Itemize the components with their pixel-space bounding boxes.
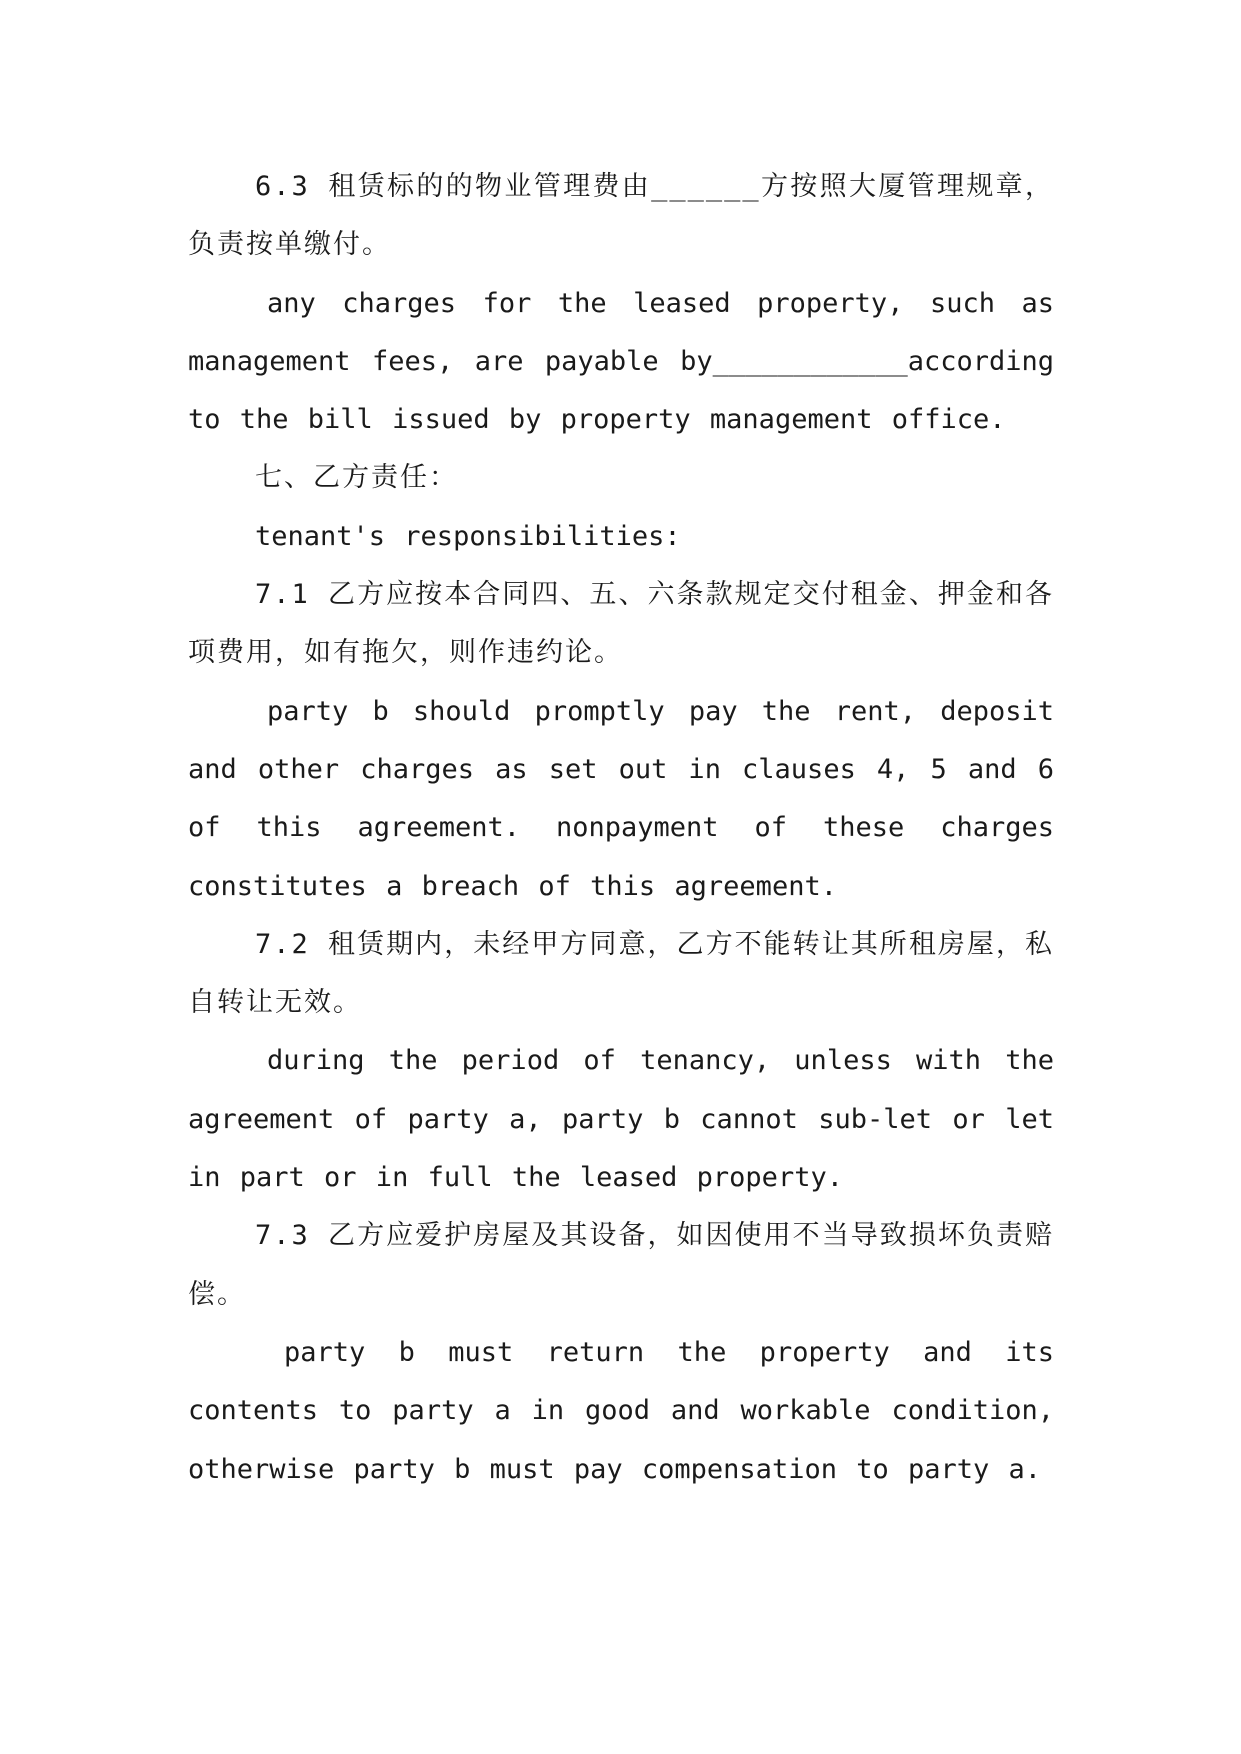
section-7-heading-chinese: 七、乙方责任：: [255, 462, 458, 494]
clause-7-3-english: party b must return the property and its contents to party a in good and workable condition, otherwise party b must pay compensation to party a.: [188, 1336, 1054, 1485]
clause-7-1-english: party b should promptly pay the rent, deposit and other charges as set out in clauses 4, 5 and 6 of this agreement. nonpayment of these charges constitutes a breach of this agreement.: [188, 695, 1054, 902]
section-7-heading-english: tenant's responsibilities:: [255, 520, 681, 552]
clause-7-2-chinese: 7.2 租赁期内，未经甲方同意，乙方不能转让其所租房屋，私自转让无效。: [188, 928, 1054, 1019]
clause-7-1-chinese: 7.1 乙方应按本合同四、五、六条款规定交付租金、押金和各项费用，如有拖欠，则作违约论。: [188, 579, 1054, 669]
clause-7-3-chinese: 7.3 乙方应爱护房屋及其设备，如因使用不当导致损坏负责赔偿。: [188, 1220, 1054, 1310]
clause-7-2-english: during the period of tenancy, unless with the agreement of party a, party b cannot sub-let or let in part or in full the leased property.: [188, 1045, 1054, 1194]
clause-6-3-english: any charges for the leased property, such as management fees, are payable by____________according to the bill issued by property management office.: [188, 287, 1054, 436]
document-body: [188, 158, 1054, 1499]
clause-6-3-chinese: 6.3 租赁标的的物业管理费由______方按照大厦管理规章，负责按单缴付。: [188, 171, 1054, 261]
